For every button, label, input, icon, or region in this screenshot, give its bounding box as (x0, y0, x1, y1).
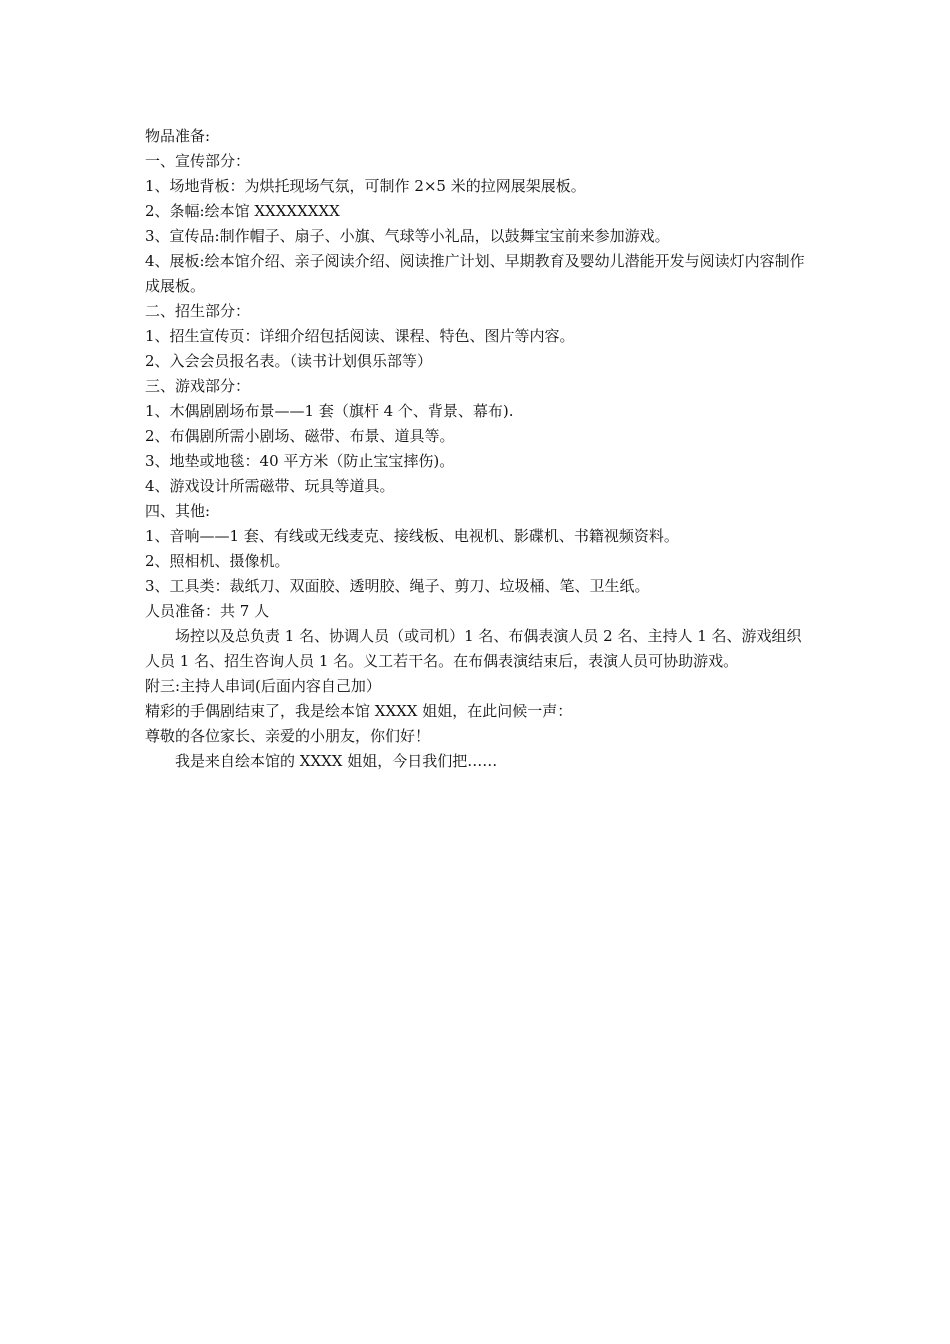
staff-paragraph: 场控以及总负责 1 名、协调人员（或司机）1 名、布偶表演人员 2 名、主持人 1 名、游戏组织人员 1 名、招生咨询人员 1 名。义工若干名。在布偶表演结束后，表演人员可协助游戏。 (145, 627, 802, 670)
list-item: 1、招生宣传页：详细介绍包括阅读、课程、特色、图片等内容。 (145, 327, 575, 345)
heading-enrollment: 二、招生部分： (145, 302, 251, 320)
list-item: 3、地垫或地毯：40 平方米（防止宝宝摔伤)。 (145, 452, 455, 470)
list-item: 1、音响——1 套、有线或无线麦克、接线板、电视机、影碟机、书籍视频资料。 (145, 527, 679, 545)
list-item: 2、布偶剧所需小剧场、磁带、布景、道具等。 (145, 427, 455, 445)
list-item: 1、木偶剧剧场布景——1 套（旗杆 4 个、背景、幕布). (145, 402, 514, 420)
script-heading: 附三:主持人串词(后面内容自己加） (145, 677, 381, 695)
script-paragraph: 我是来自绘本馆的 XXXX 姐姐，今日我们把…… (175, 752, 498, 770)
list-item: 3、宣传品:制作帽子、扇子、小旗、气球等小礼品，以鼓舞宝宝前来参加游戏。 (145, 227, 670, 245)
list-item: 3、工具类：裁纸刀、双面胶、透明胶、绳子、剪刀、垃圾桶、笔、卫生纸。 (145, 577, 650, 595)
heading-other: 四、其他: (145, 502, 211, 520)
heading-publicity: 一、宣传部分： (145, 152, 251, 170)
document-body (145, 124, 810, 774)
section-title-staff: 人员准备：共 7 人 (145, 602, 270, 620)
list-item: 2、条幅:绘本馆 XXXXXXXX (145, 202, 340, 220)
list-item: 4、游戏设计所需磁带、玩具等道具。 (145, 477, 395, 495)
list-item: 2、入会会员报名表。（读书计划俱乐部等） (145, 352, 433, 370)
script-line: 精彩的手偶剧结束了，我是绘本馆 XXXX 姐姐，在此问候一声： (145, 702, 573, 720)
script-line: 尊敬的各位家长、亲爱的小朋友，你们好！ (145, 727, 431, 745)
section-title-materials: 物品准备: (145, 127, 211, 145)
list-item: 2、照相机、摄像机。 (145, 552, 290, 570)
heading-games: 三、游戏部分： (145, 377, 251, 395)
list-item: 4、展板:绘本馆介绍、亲子阅读介绍、阅读推广计划、早期教育及婴幼儿潜能开发与阅读灯内容制作成展板。 (145, 252, 805, 295)
list-item: 1、场地背板：为烘托现场气氛，可制作 2×5 米的拉网展架展板。 (145, 177, 586, 195)
